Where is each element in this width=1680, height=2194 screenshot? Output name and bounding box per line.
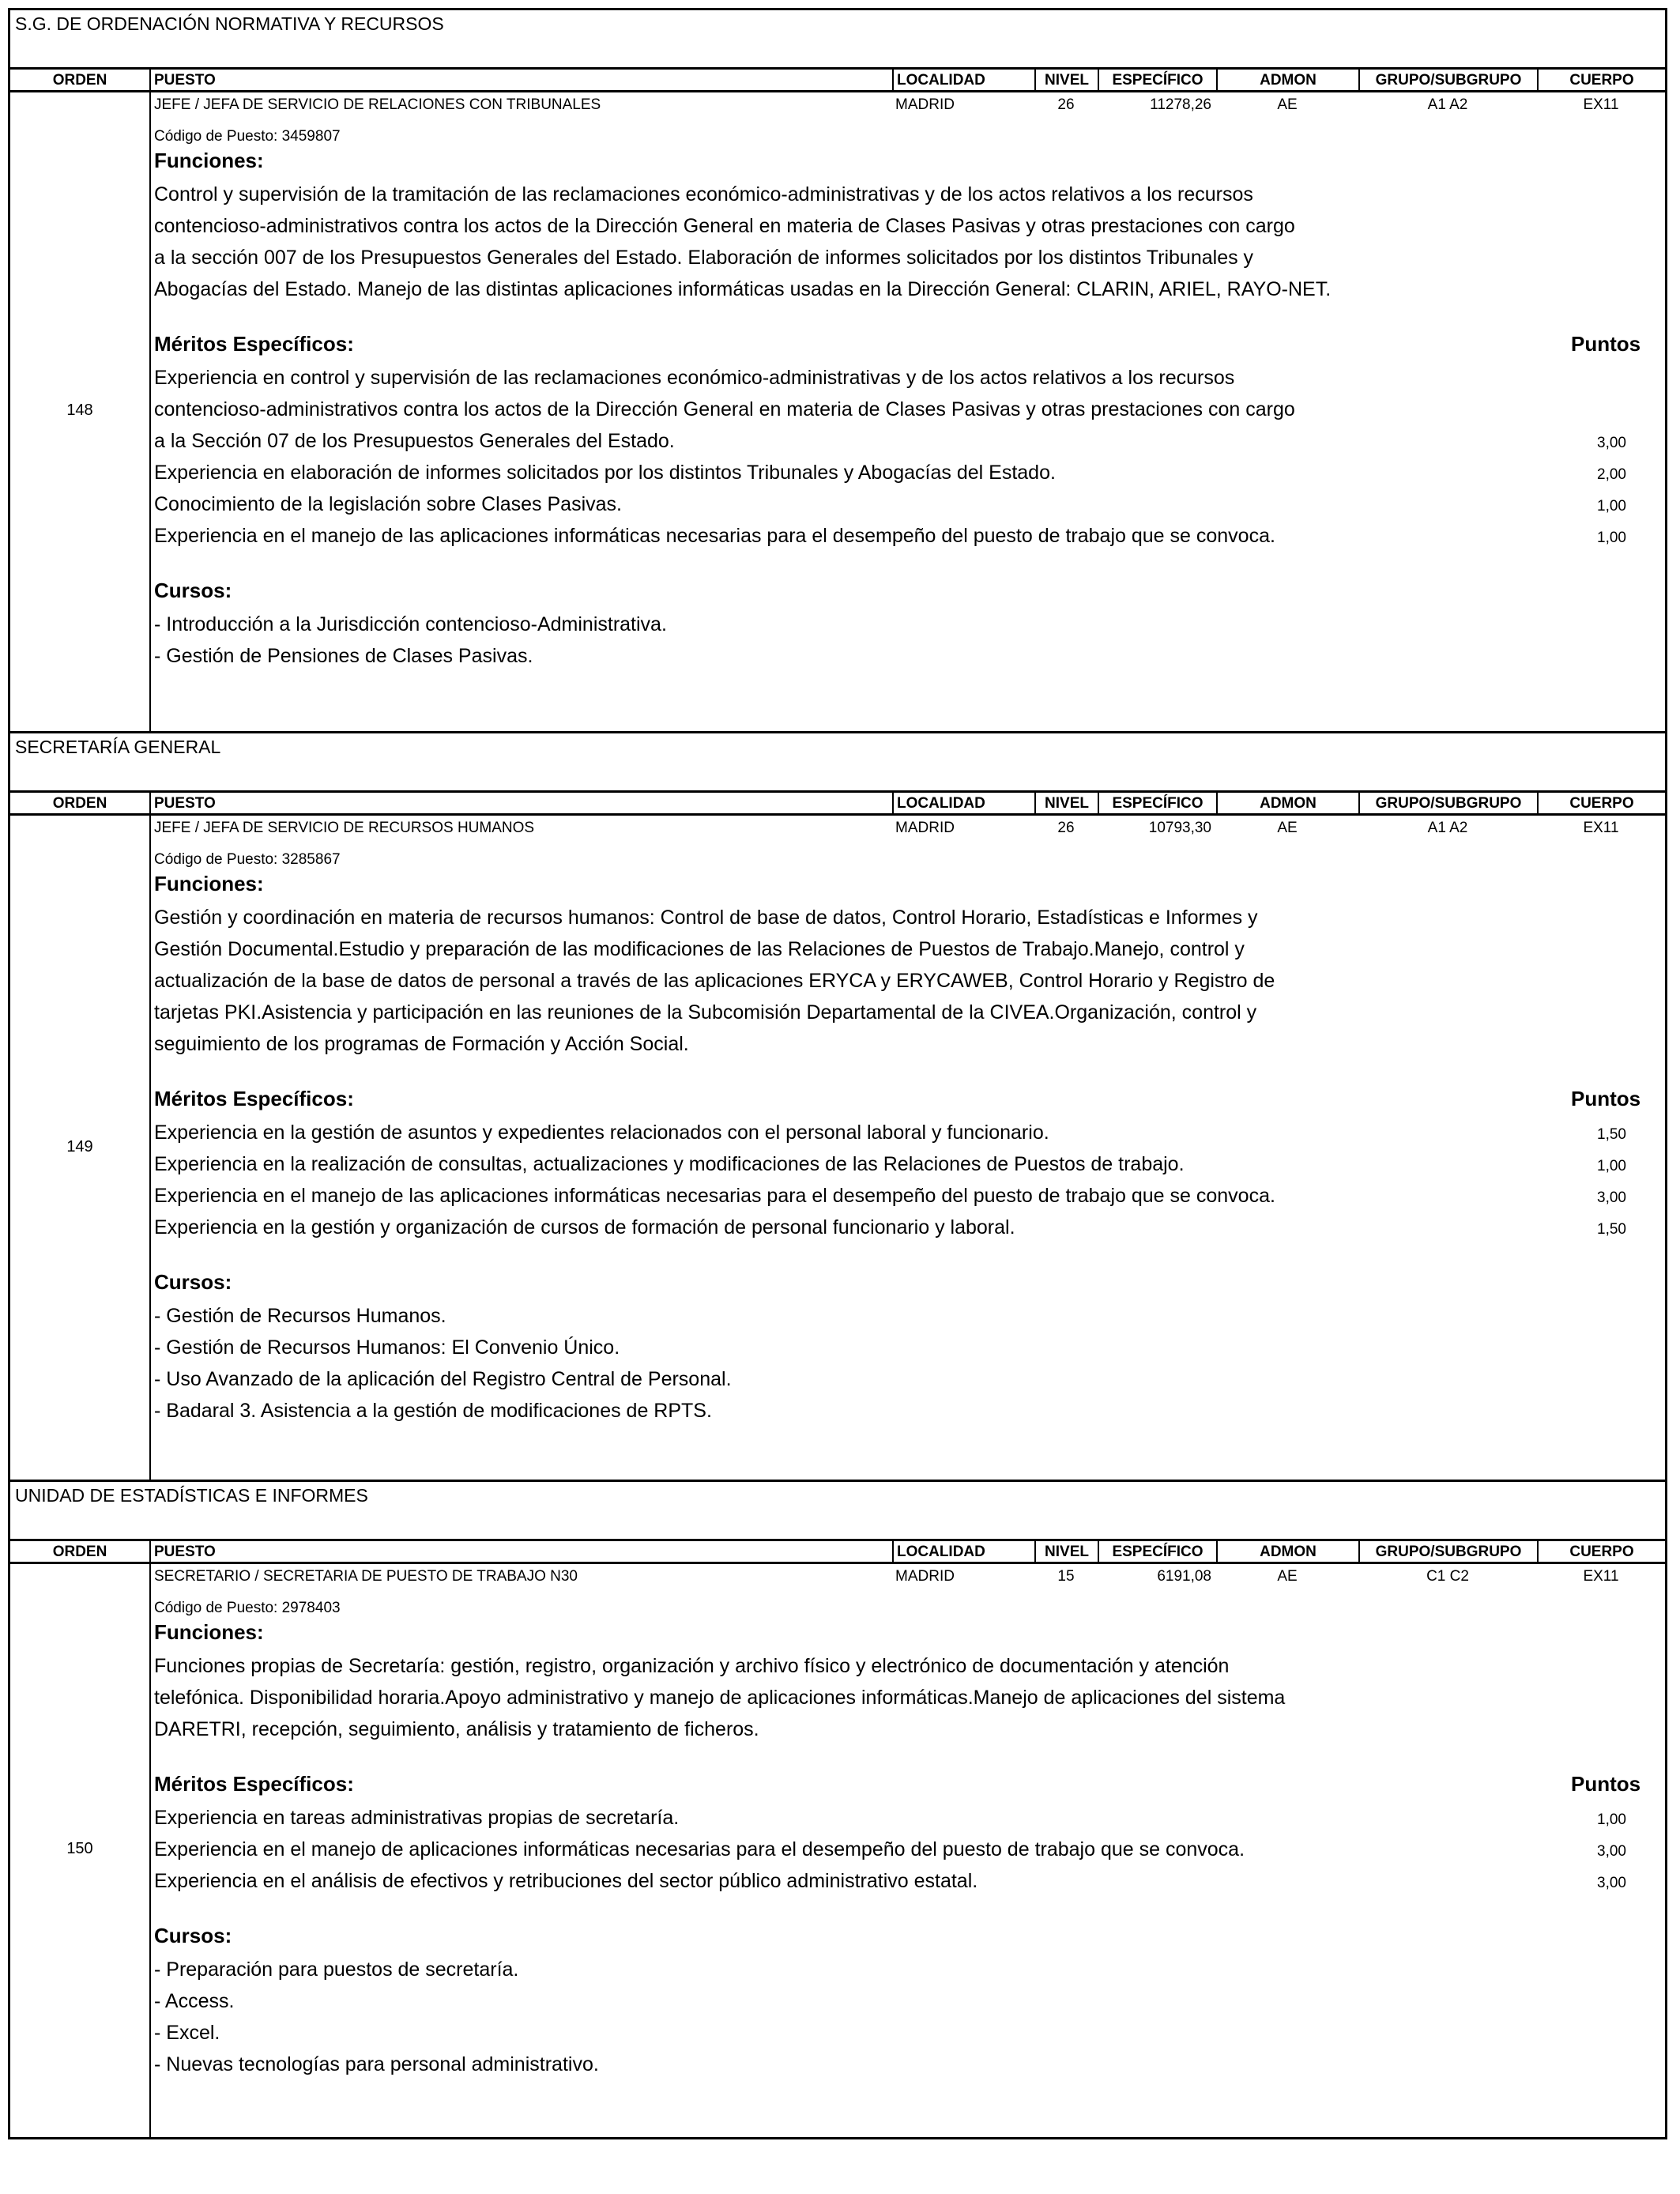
entry-cuerpo: EX11 xyxy=(1583,1568,1619,1585)
funciones-heading: Funciones: xyxy=(154,149,264,172)
entry-admon: AE xyxy=(1277,96,1298,113)
funciones-heading: Funciones: xyxy=(154,1620,264,1644)
merito-puntos: 1,00 xyxy=(1597,498,1626,515)
entry-nivel: 26 xyxy=(1057,820,1075,836)
funciones-line: Abogacías del Estado. Manejo de las distintas aplicaciones informáticas usadas en la Dirección General: CLARIN, ARIEL, RAYO-NET. xyxy=(154,278,1332,300)
meritos-heading: Méritos Específicos: xyxy=(154,1772,354,1796)
entry-body xyxy=(10,1562,1665,2137)
merito-puntos: 1,50 xyxy=(1597,1126,1626,1143)
funciones-line: Gestión Documental.Estudio y preparación de las modificaciones de las Relaciones de Puestos de Trabajo.Manejo, control y xyxy=(154,938,1245,960)
codigo-puesto: Código de Puesto: 3285867 xyxy=(154,851,341,868)
section xyxy=(8,1480,1667,2139)
entry-puesto: SECRETARIO / SECRETARIA DE PUESTO DE TRABAJO N30 xyxy=(154,1568,578,1585)
column-header-localidad: LOCALIDAD xyxy=(892,1541,1034,1562)
table-header xyxy=(10,790,1665,816)
curso-line: - Gestión de Recursos Humanos. xyxy=(154,1305,446,1327)
curso-line: - Badaral 3. Asistencia a la gestión de modificaciones de RPTS. xyxy=(154,1400,712,1422)
column-header-nivel: NIVEL xyxy=(1034,1541,1098,1562)
funciones-line: Control y supervisión de la tramitación de las reclamaciones económico-administrativas y de los actos relativos a los recursos xyxy=(154,183,1253,205)
funciones-line: actualización de la base de datos de personal a través de las aplicaciones ERYCA y ERYCAWEB, Control Horario y Registro de xyxy=(154,970,1275,992)
entry-puesto: JEFE / JEFA DE SERVICIO DE RECURSOS HUMANOS xyxy=(154,820,535,836)
merito-puntos: 1,00 xyxy=(1597,1158,1626,1174)
column-header-localidad: LOCALIDAD xyxy=(892,793,1034,813)
column-header-nivel: NIVEL xyxy=(1034,793,1098,813)
merito-line: Experiencia en la gestión y organización de cursos de formación de personal funcionario y laboral. xyxy=(154,1216,1015,1238)
meritos-heading: Méritos Específicos: xyxy=(154,1087,354,1110)
column-header-admon: ADMON xyxy=(1216,793,1358,813)
merito-puntos: 3,00 xyxy=(1597,1189,1626,1206)
merito-puntos: 3,00 xyxy=(1597,1843,1626,1860)
column-header-orden: ORDEN xyxy=(52,1544,107,1560)
section-title: UNIDAD DE ESTADÍSTICAS E INFORMES xyxy=(15,1485,368,1506)
merito-line: Experiencia en el análisis de efectivos y retribuciones del sector público administrativo estatal. xyxy=(154,1870,978,1892)
entry-admon: AE xyxy=(1277,820,1298,836)
entry-nivel: 26 xyxy=(1057,96,1075,113)
curso-line: - Preparación para puestos de secretaría. xyxy=(154,1958,519,1981)
section xyxy=(8,731,1667,1482)
puntos-heading: Puntos xyxy=(1571,1087,1641,1110)
puntos-heading: Puntos xyxy=(1571,332,1641,356)
curso-line: - Gestión de Recursos Humanos: El Convenio Único. xyxy=(154,1336,620,1359)
meritos-heading: Méritos Específicos: xyxy=(154,332,354,356)
curso-line: - Uso Avanzado de la aplicación del Registro Central de Personal. xyxy=(154,1368,732,1390)
merito-line: Experiencia en control y supervisión de las reclamaciones económico-administrativas y de los actos relativos a los recursos xyxy=(154,367,1235,389)
orden-number: 150 xyxy=(66,1840,93,1857)
funciones-line: DARETRI, recepción, seguimiento, análisis y tratamiento de ficheros. xyxy=(154,1718,759,1740)
column-header-cuerpo: CUERPO xyxy=(1537,70,1665,90)
funciones-line: a la sección 007 de los Presupuestos Generales del Estado. Elaboración de informes solicitados por los distintos Tribunales y xyxy=(154,247,1254,269)
entry-body xyxy=(10,90,1665,731)
entry-body xyxy=(10,813,1665,1480)
column-header-grupo: GRUPO/SUBGRUPO xyxy=(1358,1541,1537,1562)
merito-line: a la Sección 07 de los Presupuestos Generales del Estado. xyxy=(154,430,675,452)
funciones-line: seguimiento de los programas de Formación y Acción Social. xyxy=(154,1033,689,1055)
funciones-line: Gestión y coordinación en materia de recursos humanos: Control de base de datos, Control Horario, Estadísticas e Informes y xyxy=(154,907,1258,929)
entry-admon: AE xyxy=(1277,1568,1298,1585)
entry-grupo: A1 A2 xyxy=(1427,820,1468,836)
section-title: S.G. DE ORDENACIÓN NORMATIVA Y RECURSOS xyxy=(15,13,444,34)
entry-localidad: MADRID xyxy=(895,96,955,113)
merito-puntos: 3,00 xyxy=(1597,435,1626,451)
table-header xyxy=(10,1539,1665,1564)
merito-line: Experiencia en el manejo de aplicaciones informáticas necesarias para el desempeño del puesto de trabajo que se convoca. xyxy=(154,1838,1245,1860)
merito-line: Experiencia en tareas administrativas propias de secretaría. xyxy=(154,1807,680,1829)
column-header-especifico: ESPECÍFICO xyxy=(1098,70,1216,90)
entry-cuerpo: EX11 xyxy=(1583,96,1619,113)
cursos-heading: Cursos: xyxy=(154,579,232,602)
funciones-line: telefónica. Disponibilidad horaria.Apoyo administrativo y manejo de aplicaciones informáticas.Manejo de aplicaciones del sistema xyxy=(154,1687,1286,1709)
column-header-admon: ADMON xyxy=(1216,70,1358,90)
entry-cuerpo: EX11 xyxy=(1583,820,1619,836)
column-header-grupo: GRUPO/SUBGRUPO xyxy=(1358,793,1537,813)
entry-grupo: A1 A2 xyxy=(1427,96,1468,113)
merito-line: Experiencia en la realización de consultas, actualizaciones y modificaciones de las Relaciones de Puestos de trabajo. xyxy=(154,1153,1185,1175)
entry-localidad: MADRID xyxy=(895,820,955,836)
funciones-line: contencioso-administrativos contra los actos de la Dirección General en materia de Clases Pasivas y otras prestaciones con cargo xyxy=(154,215,1295,237)
column-header-cuerpo: CUERPO xyxy=(1537,1541,1665,1562)
column-header-admon: ADMON xyxy=(1216,1541,1358,1562)
orden-number: 149 xyxy=(66,1138,93,1155)
cursos-heading: Cursos: xyxy=(154,1270,232,1294)
merito-line: Conocimiento de la legislación sobre Clases Pasivas. xyxy=(154,493,622,515)
cursos-heading: Cursos: xyxy=(154,1924,232,1947)
merito-puntos: 2,00 xyxy=(1597,466,1626,483)
merito-puntos: 1,00 xyxy=(1597,1811,1626,1828)
entry-especifico: 6191,08 xyxy=(1157,1568,1211,1585)
funciones-line: tarjetas PKI.Asistencia y participación en las reuniones de la Subcomisión Departamental de la CIVEA.Organización, control y xyxy=(154,1001,1257,1023)
column-header-puesto: PUESTO xyxy=(149,70,892,90)
puntos-heading: Puntos xyxy=(1571,1772,1641,1796)
column-header-orden: ORDEN xyxy=(52,72,107,89)
column-header-nivel: NIVEL xyxy=(1034,70,1098,90)
column-header-localidad: LOCALIDAD xyxy=(892,70,1034,90)
funciones-line: Funciones propias de Secretaría: gestión, registro, organización y archivo físico y electrónico de documentación y atención xyxy=(154,1655,1230,1677)
entry-puesto: JEFE / JEFA DE SERVICIO DE RELACIONES CON TRIBUNALES xyxy=(154,96,601,113)
column-header-especifico: ESPECÍFICO xyxy=(1098,1541,1216,1562)
column-header-grupo: GRUPO/SUBGRUPO xyxy=(1358,70,1537,90)
curso-line: - Nuevas tecnologías para personal administrativo. xyxy=(154,2053,599,2075)
codigo-puesto: Código de Puesto: 2978403 xyxy=(154,1600,341,1616)
section xyxy=(8,8,1667,733)
merito-line: Experiencia en la gestión de asuntos y expedientes relacionados con el personal laboral y funcionario. xyxy=(154,1122,1049,1144)
column-header-cuerpo: CUERPO xyxy=(1537,793,1665,813)
merito-line: Experiencia en el manejo de las aplicaciones informáticas necesarias para el desempeño del puesto de trabajo que se convoca. xyxy=(154,525,1275,547)
entry-especifico: 11278,26 xyxy=(1150,96,1211,113)
merito-puntos: 1,50 xyxy=(1597,1221,1626,1238)
merito-line: contencioso-administrativos contra los actos de la Dirección General en materia de Clases Pasivas y otras prestaciones con cargo xyxy=(154,398,1295,420)
column-header-puesto: PUESTO xyxy=(149,1541,892,1562)
orden-number: 148 xyxy=(66,401,93,419)
curso-line: - Excel. xyxy=(154,2022,220,2044)
entry-nivel: 15 xyxy=(1057,1568,1075,1585)
column-header-especifico: ESPECÍFICO xyxy=(1098,793,1216,813)
funciones-heading: Funciones: xyxy=(154,872,264,895)
entry-grupo: C1 C2 xyxy=(1426,1568,1469,1585)
merito-line: Experiencia en elaboración de informes solicitados por los distintos Tribunales y Abogacías del Estado. xyxy=(154,462,1056,484)
merito-puntos: 1,00 xyxy=(1597,530,1626,546)
table-header xyxy=(10,67,1665,92)
codigo-puesto: Código de Puesto: 3459807 xyxy=(154,128,341,145)
merito-puntos: 3,00 xyxy=(1597,1875,1626,1891)
curso-line: - Access. xyxy=(154,1990,235,2012)
curso-line: - Gestión de Pensiones de Clases Pasivas. xyxy=(154,645,533,667)
curso-line: - Introducción a la Jurisdicción contencioso-Administrativa. xyxy=(154,613,667,635)
section-title: SECRETARÍA GENERAL xyxy=(15,737,221,757)
column-header-orden: ORDEN xyxy=(52,795,107,812)
entry-localidad: MADRID xyxy=(895,1568,955,1585)
column-header-puesto: PUESTO xyxy=(149,793,892,813)
entry-especifico: 10793,30 xyxy=(1148,820,1211,836)
merito-line: Experiencia en el manejo de las aplicaciones informáticas necesarias para el desempeño del puesto de trabajo que se convoca. xyxy=(154,1185,1275,1207)
